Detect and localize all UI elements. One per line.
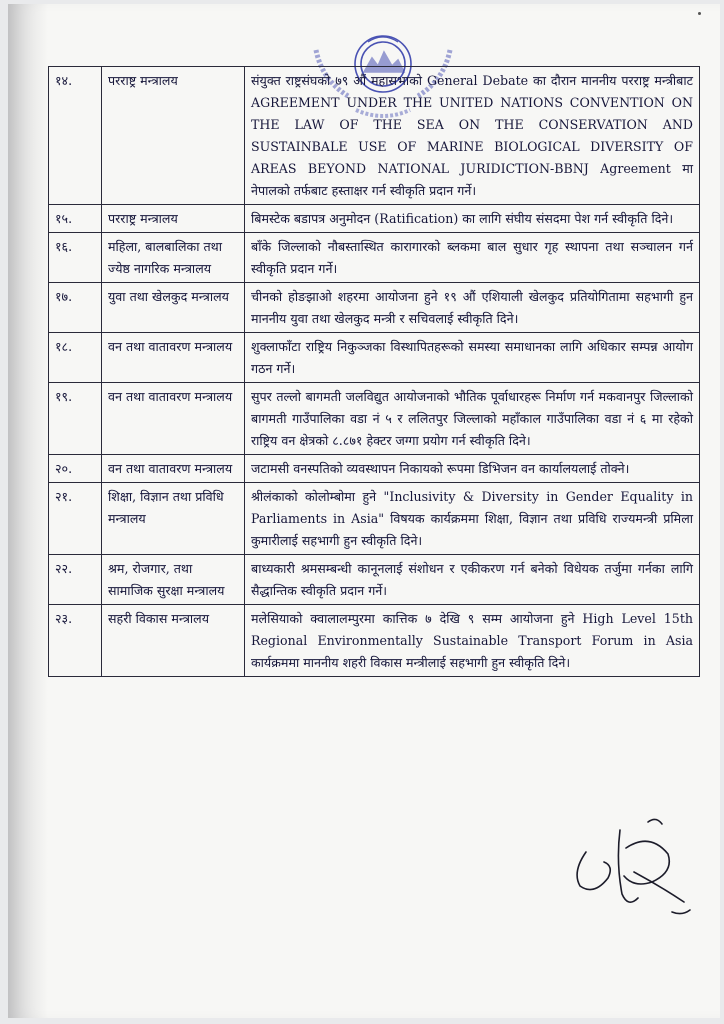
ministry-name: शिक्षा, विज्ञान तथा प्रविधि मन्त्रालय: [102, 483, 245, 555]
row-number: १७.: [49, 283, 102, 333]
ministry-name: युवा तथा खेलकुद मन्त्रालय: [102, 283, 245, 333]
handwritten-signature: [564, 812, 704, 922]
table-row: [49, 67, 700, 205]
row-number: १५.: [49, 205, 102, 233]
table-row: [49, 205, 700, 233]
table-row: [49, 483, 700, 555]
row-number: १६.: [49, 233, 102, 283]
decision-text: बिमस्टेक बडापत्र अनुमोदन (Ratification) का लागि संघीय संसदमा पेश गर्न स्वीकृति दिने।: [245, 205, 700, 233]
decision-text: बाध्यकारी श्रमसम्बन्धी कानूनलाई संशोधन र एकीकरण गर्न बनेको विधेयक तर्जुमा गर्नका लागि सैद्धान्तिक स्वीकृति प्रदान गर्ने।: [245, 555, 700, 605]
table-row: [49, 383, 700, 455]
decision-text: शुक्लाफाँटा राष्ट्रिय निकुञ्जका विस्थापितहरूको समस्या समाधानका लागि अधिकार सम्पन्न आयोग गठन गर्ने।: [245, 333, 700, 383]
decision-text: संयुक्त राष्ट्रसंघको ७९ औं महासभाको General Debate का दौरान माननीय परराष्ट्र मन्त्रीबाट AGREEMENT UNDER THE UNITED NATIONS CONVENTION ON THE LAW OF THE SEA ON THE CONSERVATION AND SUSTAINBALE USE OF MARINE BIOLOGICAL DIVERSITY OF AREAS BEYOND NATIONAL JURIDICTION-BBNJ Agreement मा नेपालको तर्फबाट हस्ताक्षर गर्न स्वीकृति प्रदान गर्ने।: [245, 67, 700, 205]
decision-text: सुपर तल्लो बागमती जलविद्युत आयोजनाको भौतिक पूर्वाधारहरू निर्माण गर्न मकवानपुर जिल्लाको बागमती गाउँपालिका वडा नं ५ र ललितपुर जिल्लाको महाँकाल गाउँपालिका वडा नं ६ मा रहेको राष्ट्रिय वन क्षेत्रको ८.८७१ हेक्टर जग्गा प्रयोग गर्न स्वीकृति दिने।: [245, 383, 700, 455]
paper-speck: [698, 12, 701, 15]
row-number: २१.: [49, 483, 102, 555]
decision-text: श्रीलंकाको कोलोम्बोमा हुने "Inclusivity & Diversity in Gender Equality in Parliaments in Asia" विषयक कार्यक्रममा शिक्षा, विज्ञान तथा प्रविधि राज्यमन्त्री प्रमिला कुमारीलाई सहभागी हुन स्वीकृति दिने।: [245, 483, 700, 555]
row-number: १४.: [49, 67, 102, 205]
table-row: [49, 555, 700, 605]
table-row: [49, 283, 700, 333]
table-row: [49, 233, 700, 283]
decision-text: चीनको होङझाओ शहरमा आयोजना हुने १९ औं एशियाली खेलकुद प्रतियोगितामा सहभागी हुन माननीय युवा तथा खेलकुद मन्त्री र सचिवलाई स्वीकृति दिने।: [245, 283, 700, 333]
ministry-name: परराष्ट्र मन्त्रालय: [102, 67, 245, 205]
decision-text: जटामसी वनस्पतिको व्यवस्थापन निकायको रूपमा डिभिजन वन कार्यालयलाई तोक्ने।: [245, 455, 700, 483]
ministry-name: वन तथा वातावरण मन्त्रालय: [102, 383, 245, 455]
table-row: [49, 333, 700, 383]
ministry-name: महिला, बालबालिका तथा ज्येष्ठ नागरिक मन्त्रालय: [102, 233, 245, 283]
ministry-name: वन तथा वातावरण मन्त्रालय: [102, 455, 245, 483]
row-number: १९.: [49, 383, 102, 455]
ministry-name: सहरी विकास मन्त्रालय: [102, 605, 245, 677]
decision-text: बाँके जिल्लाको नौबस्तास्थित कारागारको ब्लकमा बाल सुधार गृह स्थापना तथा सञ्चालन गर्न स्वीकृति प्रदान गर्ने।: [245, 233, 700, 283]
decisions-table: [48, 66, 700, 677]
binding-shadow: [8, 4, 48, 1018]
row-number: २२.: [49, 555, 102, 605]
table-row: [49, 455, 700, 483]
row-number: १८.: [49, 333, 102, 383]
ministry-name: वन तथा वातावरण मन्त्रालय: [102, 333, 245, 383]
decision-text: मलेसियाको क्वालालम्पुरमा कात्तिक ७ देखि ९ सम्म आयोजना हुने High Level 15th Regional Environmentally Sustainable Transport Forum in Asia कार्यक्रममा माननीय शहरी विकास मन्त्रीलाई सहभागी हुन स्वीकृति दिने।: [245, 605, 700, 677]
table-row: [49, 605, 700, 677]
row-number: २०.: [49, 455, 102, 483]
ministry-name: श्रम, रोजगार, तथा सामाजिक सुरक्षा मन्त्रालय: [102, 555, 245, 605]
row-number: २३.: [49, 605, 102, 677]
ministry-name: परराष्ट्र मन्त्रालय: [102, 205, 245, 233]
